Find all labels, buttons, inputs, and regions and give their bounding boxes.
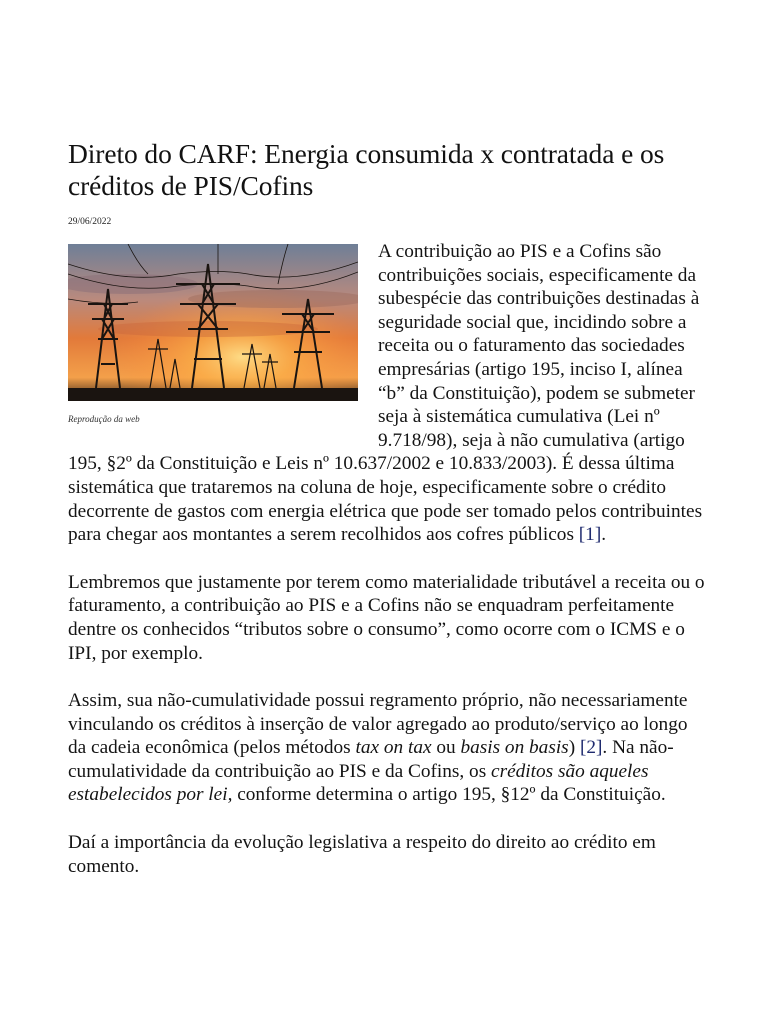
paragraph-text: . bbox=[601, 524, 607, 546]
paragraph-text: Assim, sua não-cumulatividade possui regramento próprio, não necessariamente vinculando os créditos à inserção de valor agregado ao produto/serviço ao longo da cadeia econômica (pelos métodos bbox=[68, 690, 688, 759]
footnote-ref-2[interactable]: [2] bbox=[579, 737, 603, 759]
power-lines-sunset-photo bbox=[68, 244, 358, 401]
paragraph: Lembremos que justamente por terem como materialidade tributável a receita ou o faturamento, a contribuição ao PIS e a Cofins não se enquadram perfeitamente dentre os conhecidos “tributos sobre o consumo”, como ocorre com o ICMS e o IPI, por exemplo. bbox=[68, 571, 705, 664]
paragraph-text: ou bbox=[431, 737, 461, 759]
article-figure bbox=[68, 244, 360, 425]
paragraph bbox=[68, 689, 708, 807]
paragraph-text: conforme determina o artigo 195, §12º da Constituição. bbox=[232, 784, 666, 806]
emphasis-text: basis on basis bbox=[460, 737, 569, 759]
paragraph-text: A contribuição ao PIS e a Cofins são contribuições sociais, especificamente da subespécie das contribuições destinadas à seguridade social que, incidindo sobre a receita ou o faturamento das sociedades empresárias (artigo 195, inciso I, alínea “b” da Constituição), podem se submeter seja à sistemática cumulativa (Lei nº 9.718/98), seja à não cumulativa (artigo 195, §2º da Constituição e Leis nº 10.637/2002 e 10.833/2003). É dessa última sistemática que trataremos na coluna de hoje, especificamente sobre o crédito decorrente de gastos com energia elétrica que pode ser tomado pelos contribuintes para chegar aos montantes a serem recolhidos aos cofres públicos bbox=[68, 241, 703, 546]
article-title: Direto do CARF: Energia consumida x contratada e os créditos de PIS/Cofins bbox=[68, 138, 665, 201]
paragraph-text: . Na não-cumulatividade da contribuição ao PIS e da Cofins, os bbox=[68, 737, 674, 782]
article-date: 29/06/2022 bbox=[68, 217, 112, 227]
emphasis-text: tax on tax bbox=[355, 737, 432, 759]
image-caption: Reprodução da web bbox=[68, 414, 140, 424]
emphasis-text: créditos são aqueles estabelecidos por lei, bbox=[68, 760, 649, 806]
article bbox=[68, 138, 708, 902]
paragraph-text: ) bbox=[568, 737, 580, 759]
footnote-ref-1[interactable]: [1] bbox=[578, 524, 602, 546]
paragraph: Daí a importância da evolução legislativa a respeito do direito ao crédito em comento. bbox=[68, 832, 656, 877]
